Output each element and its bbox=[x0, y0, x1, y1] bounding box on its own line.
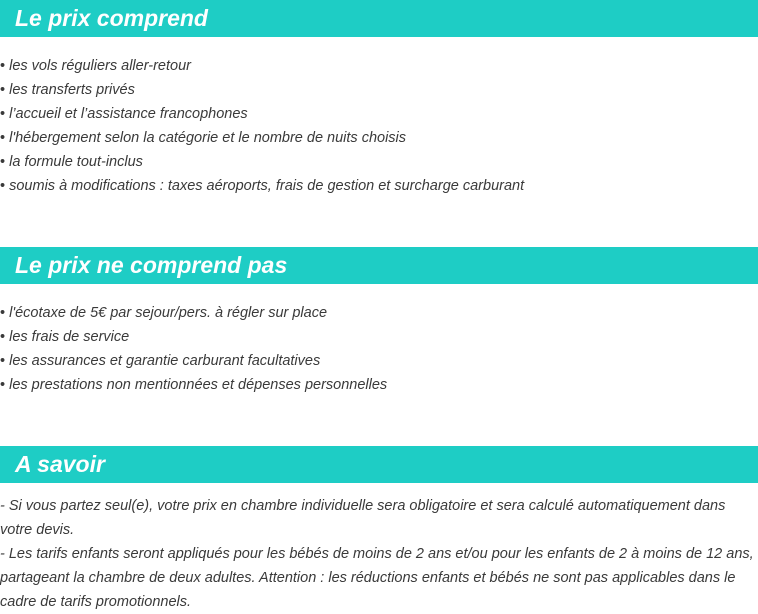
list-item: • les frais de service bbox=[0, 325, 387, 349]
info-text: - Si vous partez seul(e), votre prix en chambre individuelle sera obligatoire et sera calculé automatiquement dans votre devis. - Les tarifs enfants seront appliqués pour les bébés de moins de 2 ans et/ou pour les enfants de 2 à moins de 12 ans, partageant la chambre de deux adultes. Attention : les réductions enfants et bébés ne sont pas applicables dans le cadre de tarifs promotionnels. bbox=[0, 498, 754, 610]
includes-list bbox=[0, 54, 524, 198]
list-item: • la formule tout-inclus bbox=[0, 150, 524, 174]
list-item: • les vols réguliers aller-retour bbox=[0, 54, 524, 78]
list-item: • les prestations non mentionnées et dépenses personnelles bbox=[0, 373, 387, 397]
section-title-info: A savoir bbox=[0, 446, 758, 483]
list-item: • les assurances et garantie carburant facultatives bbox=[0, 349, 387, 373]
list-item: • les transferts privés bbox=[0, 78, 524, 102]
list-item: • l'écotaxe de 5€ par sejour/pers. à régler sur place bbox=[0, 301, 387, 325]
section-title-excludes: Le prix ne comprend pas bbox=[0, 247, 758, 284]
list-item: • l'hébergement selon la catégorie et le nombre de nuits choisis bbox=[0, 126, 524, 150]
list-item: • soumis à modifications : taxes aéroports, frais de gestion et surcharge carburant bbox=[0, 174, 524, 198]
list-item: • l’accueil et l’assistance francophones bbox=[0, 102, 524, 126]
section-title-includes: Le prix comprend bbox=[0, 0, 758, 37]
excludes-list bbox=[0, 301, 387, 397]
